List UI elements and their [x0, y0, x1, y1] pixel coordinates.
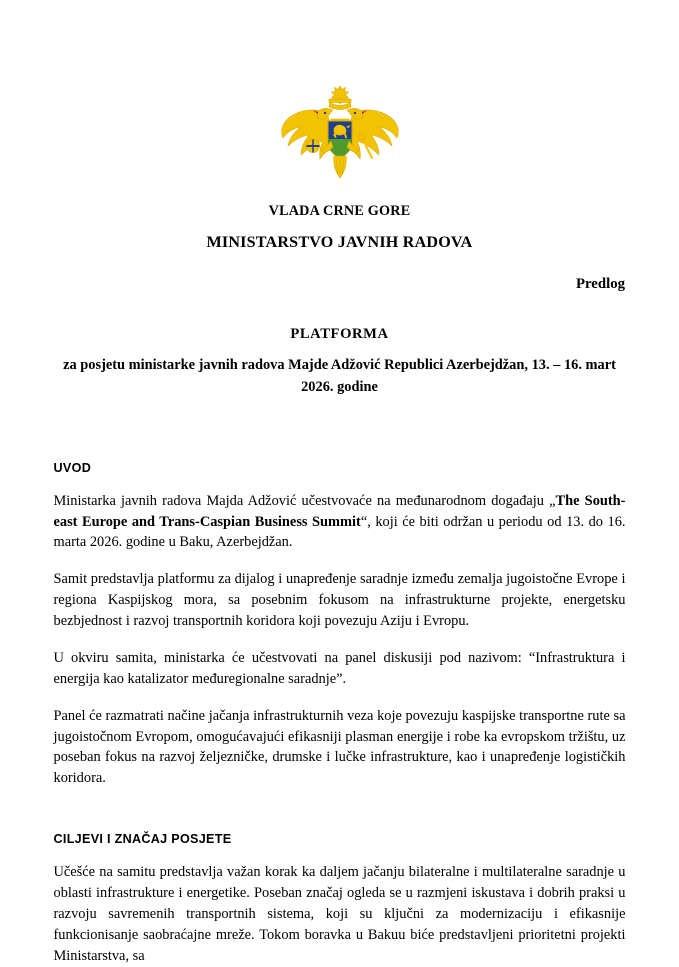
- government-line: VLADA CRNE GORE: [268, 203, 411, 219]
- intro-paragraph-2: Samit predstavlja platformu za dijalog i unapređenje saradnje između zemalja jugoistočne Evrope i regiona Kaspijskog mora, sa posebnim fokusom na infrastrukturne projekte, energetsku bezbjednost i razvoj transportnih koridora koji povezuju Aziju i Evropu.: [53, 571, 626, 630]
- intro-paragraph-3: U okviru samita, ministarka će učestvovati na panel diskusiji pod nazivom: “Infrastruktura i energija kao katalizator međuregionalne saradnje”.: [53, 649, 626, 687]
- intro-p1-text-after: “, koji će biti održan u periodu od 13. do 16. marta 2026. godine u Baku, Azerbejdžan.: [53, 513, 626, 551]
- page-title: PLATFORMA: [290, 326, 389, 342]
- emblem-container: [0, 0, 679, 186]
- section-heading-uvod: UVOD: [53, 460, 92, 475]
- ministry-line: MINISTARSTVO JAVNIH RADOVA: [206, 234, 473, 251]
- proposal-label: Predlog: [575, 276, 625, 292]
- intro-p1-text-before: Ministarka javnih radova Majda Adžović učestvovaće na međunarodnom događaju „: [53, 492, 556, 509]
- intro-paragraph-1: [54, 491, 626, 554]
- intro-paragraph-4: Panel će razmatrati načine jačanja infrastrukturnih veza koje povezuju kaspijske transportne rute sa jugoistočnom Evropom, omogućavajući efikasniji plasman energije i robe ka evropskom tržištu, uz poseban fokus na razvoj željezničke, drumske i lučke infrastrukture, kao i unapređenje logističkih koridora.: [53, 707, 626, 787]
- montenegro-coat-of-arms-icon: [279, 82, 401, 186]
- intro-p1-summit-name: The South-east Europe and Trans-Caspian Business Summit: [53, 492, 626, 530]
- goals-paragraph-1: Učešće na samitu predstavlja važan korak ka daljem jačanju bilateralne i multilateralne saradnje u oblasti infrastrukture i energetike. Poseban značaj ogleda se u razmjeni iskustava i dobrih praksi u razvoju savremenih transportnih sistema, koji su ključni za modernizaciju i efikasnije funkcionisanje saobraćajne mreže. Tokom boravka u Bakuu biće predstavljeni prioritetni projekti Ministarstva, sa: [53, 864, 626, 964]
- section-heading-ciljevi: CILJEVI I ZNAČAJ POSJETE: [53, 832, 232, 847]
- page-subtitle: za posjetu ministarke javnih radova Majde Adžović Republici Azerbejdžan, 13. – 16. mart 2026. godine: [63, 357, 616, 396]
- document-body: [54, 399, 626, 967]
